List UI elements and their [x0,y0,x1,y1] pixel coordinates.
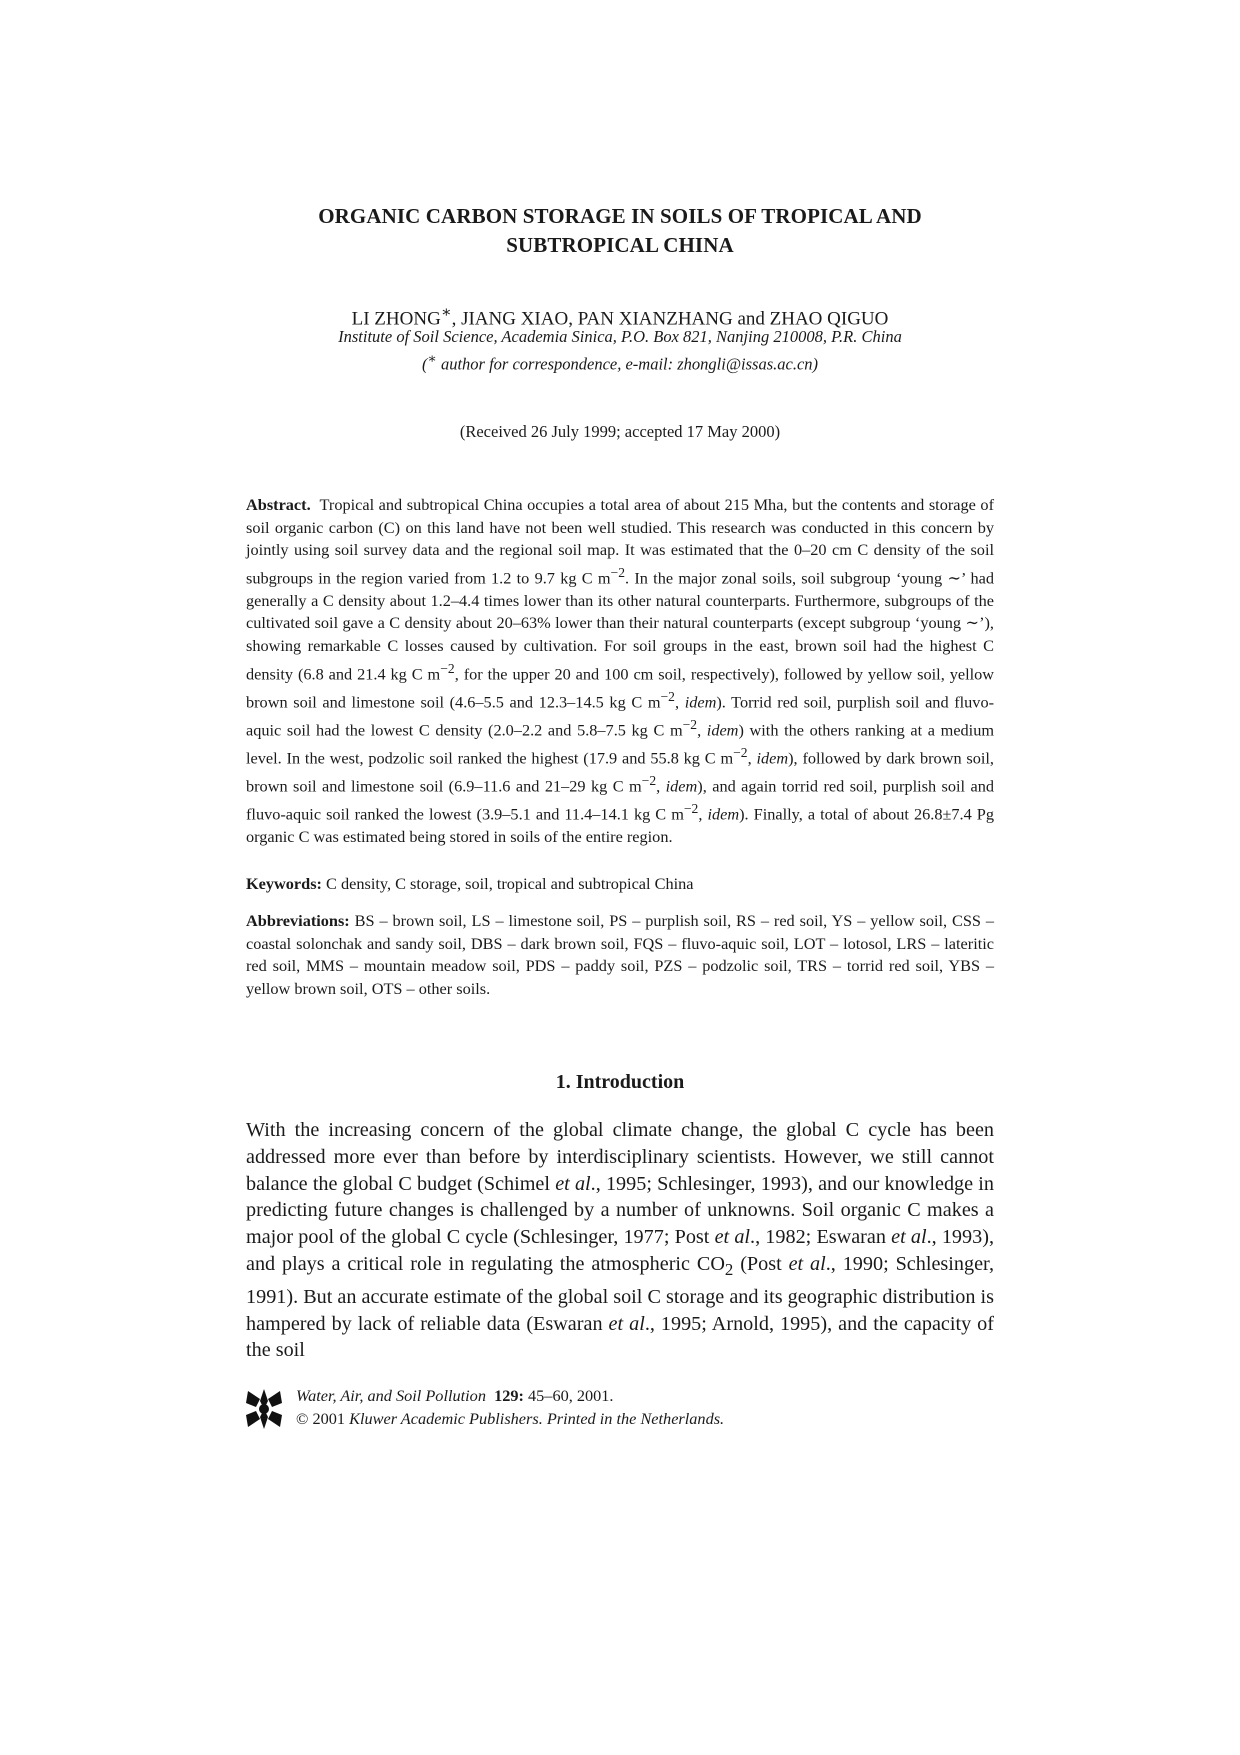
correspondence-note: (∗ author for correspondence, e-mail: zhongli@issas.ac.cn) [421,351,819,374]
introduction-paragraph: With the increasing concern of the global climate change, the global C cycle has been addressed more ever than before by interdisciplinary scientists. However, we still cannot balance the global C budget (Schimel et al., 1995; Schlesinger, 1993), and our knowledge in predicting future changes is challenged by a number of unknowns. Soil organic C makes a major pool of the global C cycle (Schlesinger, 1977; Post et al., 1982; Eswaran et al., 1993), and plays a critical role in regulating the atmospheric $CO_2$ (Post et al., 1990; Schlesinger, 1991). But an accurate estimate of the global soil C storage and its geographic distribution is hampered by lack of reliable data (Eswaran et al., 1995; Arnold, 1995), and the capacity of the soil [246,1119,994,1362]
abstract-text-4: ). Torrid red soil, purplish soil and fluvo-aquic soil had the lowest C density (2.0–2.2 and 5.8–7.5 kg C m [246,692,995,740]
copyright: © 2001 [296,1408,350,1428]
abstract-text-1: Tropical and subtropical China occupies a total area of about 215 Mha, but the contents and storage of soil organic carbon (C) on this land have not been well studied. This research was conducted in this concern by jointly using soil survey data and the regional soil map. It was estimated that the 0–20 cm C density of the soil subgroups in the region varied from 1.2 to 9.7 kg C m [246,495,994,588]
corresponding-author-mark: ∗ [440,304,452,321]
abbreviations-text: BS – brown soil, LS – limestone soil, PS – purplish soil, RS – red soil, YS – yellow soil, CSS – coastal solonchak and sandy soil, DBS – dark brown soil, FQS – fluvo-aquic soil, LOT – lotosol, LRS – lateritic red soil, MMS – mountain meadow soil, PDS – paddy soil, PZS – podzolic soil, TRS – torrid red soil, YBS – yellow brown soil, OTS – other soils. [246,911,995,998]
abstract-label: Abstract. [246,495,311,514]
abstract-text-7: ), and again torrid red soil, purplish soil and fluvo-aquic soil ranked the lowest (3.9–5.1 and 11.4–14.1 kg C m [246,776,995,824]
journal-volume: 129: [494,1386,524,1405]
abstract-text-3: , for the upper 20 and 100 cm soil, respectively), followed by yellow soil, yellow brown soil and limestone soil (4.6–5.5 and 12.3–14.5 kg C m [246,664,995,712]
footer-citation [296,1385,724,1430]
abstract-text-5: ) with the others ranking at a medium level. In the west, podzolic soil ranked the highest (17.9 and 55.8 kg C m [246,720,995,768]
co-authors: , JIANG XIAO, PAN XIANZHANG and ZHAO QIGUO [451,308,889,330]
section-heading-introduction: 1. Introduction [555,1071,685,1093]
abbreviations [246,910,994,1000]
publisher-logo-icon [246,1387,282,1431]
affiliation [250,326,990,376]
keywords [246,873,994,896]
abstract-text-8: ). Finally, a total of about 26.8±7.4 Pg organic C was estimated being stored in soils of the entire region. [246,804,994,846]
received-dates: (Received 26 July 1999; accepted 17 May 2000) [459,422,781,441]
abstract-text-6: ), followed by dark brown soil, brown soil and limestone soil (6.9–11.6 and 21–29 kg C m [246,748,995,796]
author-1: LI ZHONG [351,308,441,330]
institute-address: Institute of Soil Science, Academia Sinica, P.O. Box 821, Nanjing 210008, P.R. China [338,327,902,346]
journal-name: Water, Air, and Soil Pollution [296,1386,486,1405]
paper-title [250,202,990,260]
title-line-2: SUBTROPICAL CHINA [506,233,734,257]
publisher-line: Kluwer Academic Publishers. Printed in the Netherlands. [349,1408,725,1428]
abstract-text-2: . In the major zonal soils, soil subgroup ‘young ∼’ had generally a C density about 1.2–4.4 times lower than its other natural counterparts. Furthermore, subgroups of the cultivated soil gave a C density about 20–63% lower than their natural counterparts (except subgroup ‘young ∼’), showing remarkable C losses caused by cultivation. For soil groups in the east, brown soil had the highest C density (6.8 and 21.4 kg C m [246,568,994,683]
keywords-text: C density, C storage, soil, tropical and subtropical China [326,874,694,893]
abbreviations-label: Abbreviations: [246,911,350,930]
journal-footer [246,1385,846,1433]
abstract: Abstract. Tropical and subtropical China occupies a total area of about 215 Mha, but the contents and storage of soil organic carbon (C) on this land have not been well studied. This research was conducted in this concern by jointly using soil survey data and the regional soil map. It was estimated that the 0–20 cm C density of the soil subgroups in the region varied from 1.2 to 9.7 kg C $m^{-2}$. In the major zonal soils, soil subgroup ‘young ∼’ had generally a C density about 1.2–4.4 times lower than its other natural counterparts. Furthermore, subgroups of the cultivated soil gave a C density about 20–63% lower than their natural counterparts (except subgroup ‘young ∼’), showing remarkable C losses caused by cultivation. For soil groups in the east, brown soil had the highest C density (6.8 and 21.4 kg C $m^{-2}$, for the upper 20 and 100 cm soil, respectively), followed by yellow soil, yellow brown soil and limestone soil (4.6–5.5 and 12.3–14.5 kg C $m^{-2}$, idem). Torrid red soil, purplish soil and fluvo-aquic soil had the lowest C density (2.0–2.2 and 5.8–7.5 kg C $m^{-2}$, idem) with the others ranking at a medium level. In the west, podzolic soil ranked the highest (17.9 and 55.8 kg C $m^{-2}$, idem), followed by dark brown soil, brown soil and limestone soil (6.9–11.6 and 21–29 kg C $m^{-2}$, idem), and again torrid red soil, purplish soil and fluvo-aquic soil ranked the lowest (3.9–5.1 and 11.4–14.1 kg C $m^{-2}$, idem). Finally, a total of about 26.8±7.4 Pg organic C was estimated being stored in soils of the entire region. [246,495,995,846]
title-line-1: ORGANIC CARBON STORAGE IN SOILS OF TROPICAL AND [318,204,922,228]
keywords-label: Keywords: [246,874,322,893]
journal-pages: 45–60, 2001. [523,1386,614,1405]
